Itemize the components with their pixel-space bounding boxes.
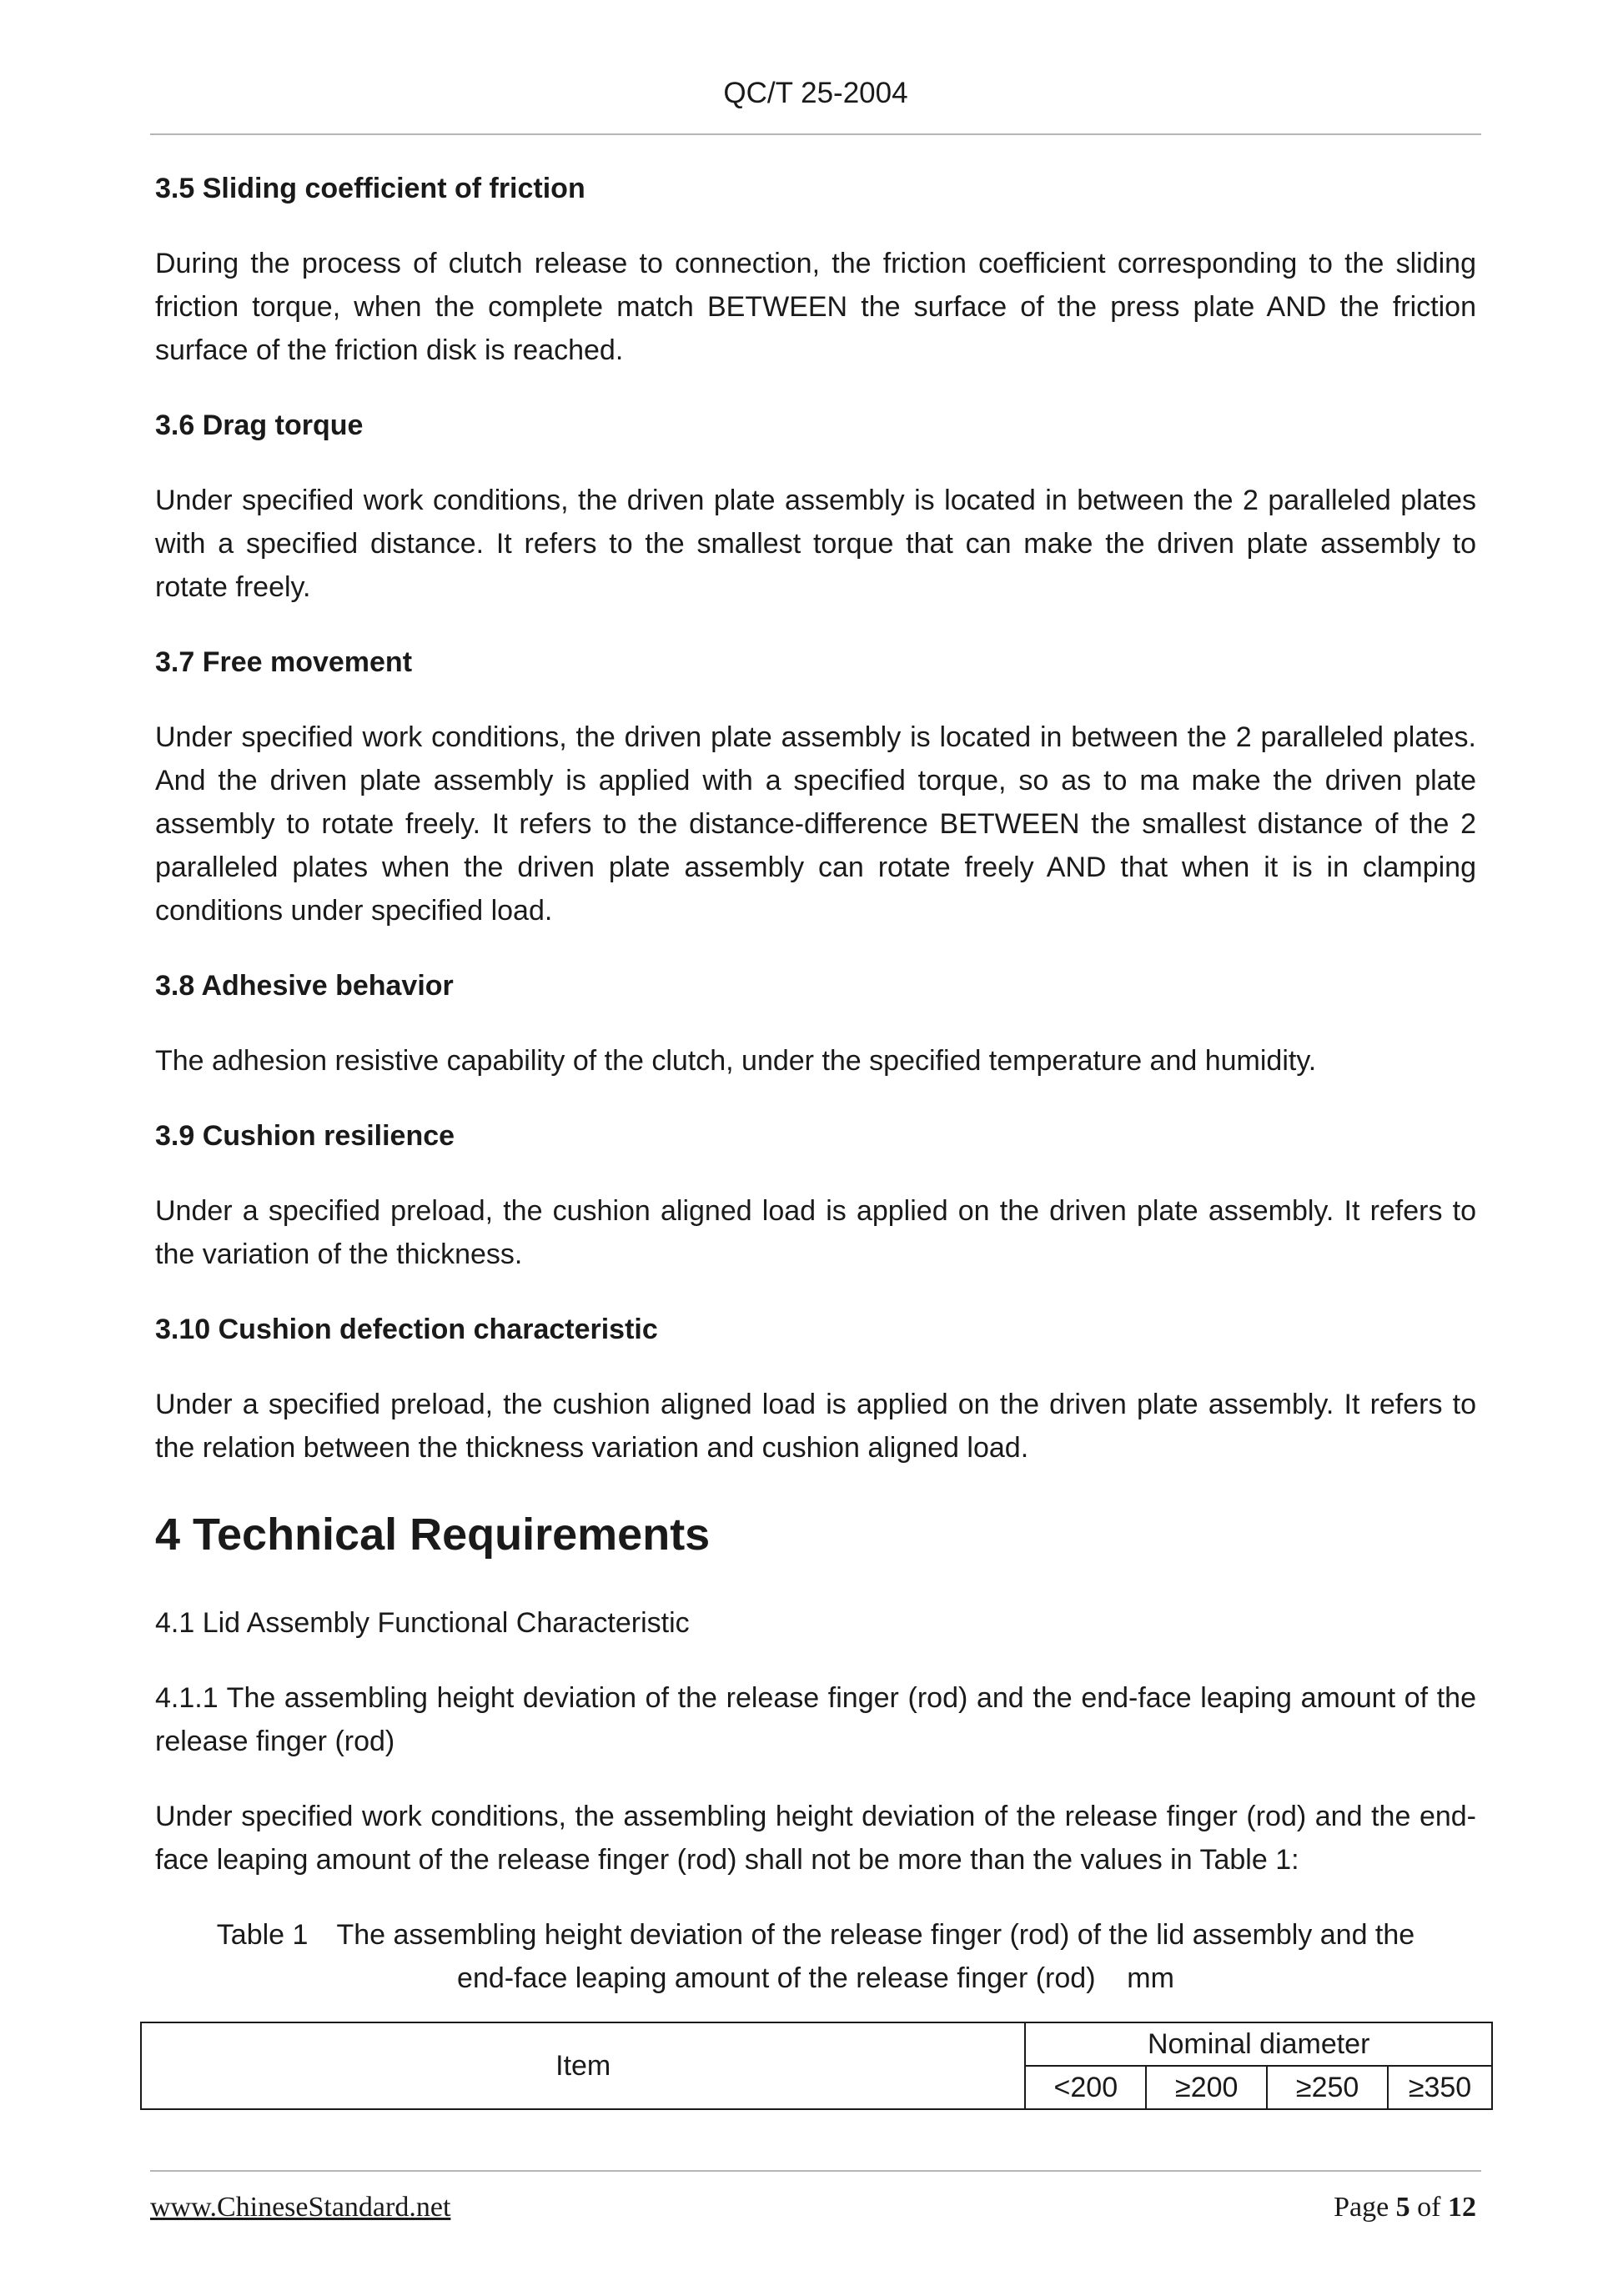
paragraph-3-8: The adhesion resistive capability of the clutch, under the specified temperature and humidity. bbox=[155, 1045, 1317, 1077]
paragraph-3-9: Under a specified preload, the cushion aligned load is applied on the driven plate assembly. It refers to the variation of the thickness. bbox=[155, 1195, 1476, 1270]
paragraph-3-10: Under a specified preload, the cushion aligned load is applied on the driven plate assembly. It refers to the relation between the thickness variation and cushion aligned load. bbox=[155, 1389, 1476, 1464]
table-1 bbox=[140, 2022, 1493, 2110]
heading-4-1: 4.1 Lid Assembly Functional Characteristic bbox=[155, 1607, 690, 1639]
heading-3-9: 3.9 Cushion resilience bbox=[155, 1120, 455, 1152]
footer-rule bbox=[150, 2170, 1481, 2172]
table-1-id: Table 1 bbox=[216, 1919, 309, 1951]
main-content bbox=[155, 167, 1476, 2000]
footer bbox=[150, 2192, 1481, 2223]
heading-3-7: 3.7 Free movement bbox=[155, 646, 413, 678]
page-indicator bbox=[1334, 2192, 1476, 2223]
page-total: 12 bbox=[1448, 2192, 1476, 2223]
table-1-caption-line-2: end-face leaping amount of the release finger (rod) mm bbox=[457, 1962, 1174, 1994]
paragraph-3-6: Under specified work conditions, the driven plate assembly is located in between the 2 paralleled plates with a specified distance. It refers to the smallest torque that can make the driven plate assembly to rotate freely. bbox=[155, 485, 1476, 603]
column-header-lt200: <200 bbox=[1025, 2066, 1146, 2109]
heading-3-6: 3.6 Drag torque bbox=[155, 409, 364, 441]
item-header-cell: Item bbox=[141, 2022, 1025, 2109]
table-1-caption-text: The assembling height deviation of the release finger (rod) of the lid assembly and the bbox=[336, 1919, 1415, 1951]
heading-3-10: 3.10 Cushion defection characteristic bbox=[155, 1314, 658, 1345]
nominal-diameter-header: Nominal diameter bbox=[1025, 2022, 1492, 2066]
paragraph-3-5: During the process of clutch release to connection, the friction coefficient corresponding to the sliding friction torque, when the complete match BETWEEN the surface of the press plate AND the friction surface of the friction disk is reached. bbox=[155, 248, 1476, 366]
heading-3-5: 3.5 Sliding coefficient of friction bbox=[155, 173, 585, 204]
heading-3-8: 3.8 Adhesive behavior bbox=[155, 970, 454, 1002]
table-header-row-1 bbox=[141, 2022, 1492, 2066]
column-header-ge250: ≥250 bbox=[1267, 2066, 1388, 2109]
of-word: of bbox=[1417, 2192, 1441, 2223]
paragraph-3-7: Under specified work conditions, the driven plate assembly is located in between the 2 paralleled plates. And the driven plate assembly is applied with a specified torque, so as to ma make the driven plate assembly to rotate freely. It refers to the distance-difference BETWEEN the smallest distance of the 2 paralleled plates when the driven plate assembly can rotate freely AND that when it is in clamping conditions under specified load. bbox=[155, 721, 1476, 927]
column-header-ge350: ≥350 bbox=[1388, 2066, 1492, 2109]
heading-4-1-1: 4.1.1 The assembling height deviation of the release finger (rod) and the end-face leaping amount of the release finger (rod) bbox=[155, 1682, 1476, 1757]
page-word: Page bbox=[1334, 2192, 1389, 2223]
running-header: QC/T 25-2004 bbox=[723, 77, 908, 109]
website-link[interactable]: www.ChineseStandard.net bbox=[150, 2192, 451, 2223]
heading-4: 4 Technical Requirements bbox=[155, 1510, 711, 1560]
header-rule bbox=[150, 133, 1481, 135]
paragraph-4-1-1: Under specified work conditions, the assembling height deviation of the release finger (rod) and the end-face leaping amount of the release finger (rod) shall not be more than the values in Table 1: bbox=[155, 1801, 1476, 1876]
table-1-caption-line-1 bbox=[155, 1913, 1476, 1957]
column-header-ge200: ≥200 bbox=[1146, 2066, 1267, 2109]
page-number: 5 bbox=[1395, 2192, 1410, 2223]
